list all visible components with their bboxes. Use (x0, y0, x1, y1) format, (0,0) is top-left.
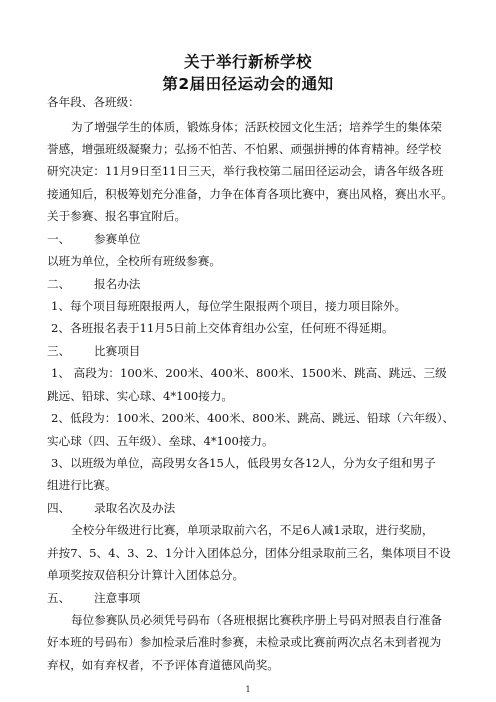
page-number: 1 (245, 685, 251, 694)
section-line: 跳远、铅球、实心球、4*100接力。 (47, 389, 234, 403)
section-number: 二、 (47, 277, 71, 291)
section-line: 2、各班报名表于11月5日前上交体育组办公室，任何班不得延期。 (51, 321, 394, 335)
section-line: 实心球（四、五年级）、垒球、4*100接力。 (47, 434, 274, 448)
section-line: 2、低段为：100米、200米、400米、800米、跳高、跳远、铅球（六年级）、 (51, 411, 455, 425)
intro-line: 为了增强学生的体质，锻炼身体；活跃校园文化生活；培养学生的集体荣 (71, 120, 443, 134)
section-line: 1、每个项目每班限报两人，每位学生限报两个项目，接力项目除外。 (51, 299, 407, 313)
document-title-line2: 第2届田径运动会的通知 (162, 75, 334, 93)
section-heading: 注意事项 (94, 591, 141, 605)
section-heading: 报名办法 (94, 277, 141, 291)
section-heading: 参赛单位 (94, 232, 141, 246)
intro-line: 誉感，增强班级凝聚力；弘扬不怕苦、不怕累、顽强拼搏的体育精神。经学校 (47, 142, 442, 156)
intro-line: 接通知后，积极筹划充分准备，力争在体育各项比赛中，赛出风格，赛出水平。 (47, 187, 453, 201)
section-line: 以班为单位，全校所有班级参赛。 (47, 254, 221, 268)
salutation: 各年段、各班级： (47, 95, 140, 109)
section-number: 一、 (47, 232, 71, 246)
section-number: 三、 (47, 344, 71, 358)
section-line: 并按7、5、4、3、2、1分计入团体总分，团体分组录取前三名，集体项目不设 (47, 546, 451, 560)
section-line: 每位参赛队员必须凭号码布（各班根据比赛秩序册上号码对照表自行准备 (71, 613, 443, 627)
section-number: 五、 (47, 591, 71, 605)
section-line: 单项奖按双倍积分计算计入团体总分。 (47, 568, 245, 582)
section-line: 弃权，如有弃权者，不予评体育道德风尚奖。 (47, 658, 279, 672)
intro-line: 关于参赛、报名事宜附后。 (47, 209, 187, 223)
intro-line: 研究决定：11月9日至11日三天，举行我校第二届田径运动会，请各年级各班 (47, 164, 444, 178)
document-title-line1: 关于举行新桥学校 (183, 53, 312, 71)
section-heading: 比赛项目 (94, 344, 141, 358)
section-line: 3、以班级为单位，高段男女各15人，低段男女各12人，分为女子组和男子 (51, 456, 436, 470)
section-line: 组进行比赛。 (47, 478, 117, 492)
section-heading: 录取名次及办法 (94, 501, 176, 515)
section-line: 全校分年级进行比赛，单项录取前六名，不足6人减1录取，进行奖励， (71, 523, 434, 537)
section-number: 四、 (47, 501, 71, 515)
section-line: 好本班的号码布）参加检录后准时参赛，未检录或比赛前两次点名未到者视为 (47, 635, 442, 649)
section-line: 1、 高段为：100米、200米、400米、800米、1500米、跳高、跳远、三级 (51, 366, 447, 380)
